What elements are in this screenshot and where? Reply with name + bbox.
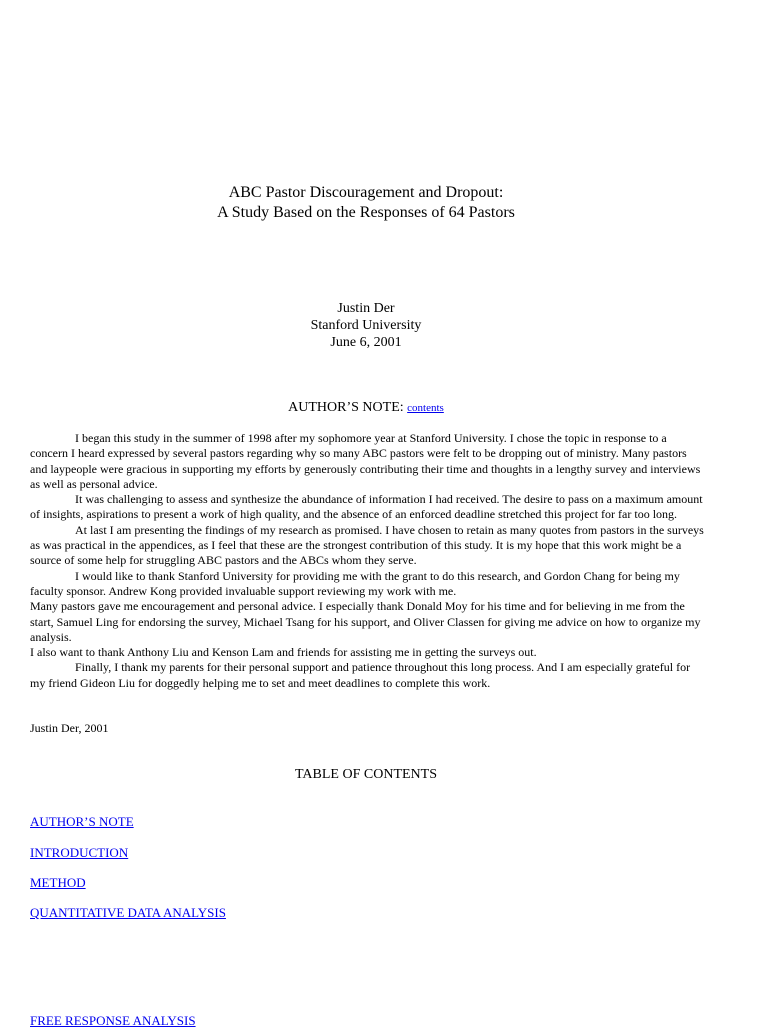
authors-note-heading [0,399,732,417]
toc-link-free-response-analysis[interactable]: FREE RESPONSE ANALYSIS [30,1013,196,1028]
note-paragraph: Finally, I thank my parents for their personal support and patience throughout this long process. And I am especially grateful for my friend Gideon Liu for doggedly helping me to set and meet deadlines to complete this work. [30,660,691,690]
note-paragraph: I began this study in the summer of 1998 after my sophomore year at Stanford University. I chose the topic in response to a concern I heard expressed by several pastors regarding why so many ABC pastors were felt to be dropping out of ministry. Many pastors and laypeople were gracious in supporting my efforts by generously contributing their time and thoughts in a lengthy survey and interviews as well as personal advice. [30,431,701,491]
note-paragraph: I would like to thank Stanford University for providing me with the grant to do this research, and Gordon Chang for being my faculty sponsor. Andrew Kong provided invaluable support reviewing my work with me. [30,568,680,598]
note-paragraph: At last I am presenting the findings of my research as promised. I have chosen to retain as many quotes from pastors in the surveys as was practical in the appendices, as I feel that these are the strongest contribution of this study. It is my hope that this work might be a source of some help for struggling ABC pastors and the ABCs whom they serve. [30,522,704,568]
document-date: June 6, 2001 [330,335,402,350]
author-affiliation: Stanford University [310,318,422,333]
document-title [0,183,732,223]
note-paragraph: I also want to thank Anthony Liu and Kenson Lam and friends for assisting me in getting the surveys out. [30,645,537,660]
title-line-1: ABC Pastor Discouragement and Dropout: [228,184,504,201]
contents-link[interactable]: contents [407,402,444,414]
authors-note-body [30,431,705,691]
toc-link-quantitative-data-analysis[interactable]: QUANTITATIVE DATA ANALYSIS [30,905,226,920]
toc-heading: TABLE OF CONTENTS [295,767,437,782]
author-name: Justin Der [337,301,395,316]
toc-link-method[interactable]: METHOD [30,875,86,890]
toc-link-authors-note[interactable]: AUTHOR’S NOTE [30,814,134,829]
note-paragraph: Many pastors gave me encouragement and personal advice. I especially thank Donald Moy for his time and for believing in me from the start, Samuel Ling for endorsing the survey, Michael Tsang for his support, and Oliver Classen for giving me advice on how to organize my analysis. [30,599,701,644]
authors-note-heading-label: AUTHOR’S NOTE: [288,400,404,415]
note-signoff: Justin Der, 2001 [30,721,109,735]
author-block [0,300,732,351]
note-paragraph: It was challenging to assess and synthesize the abundance of information I had received. The desire to pass on a maximum amount of insights, aspirations to present a work of high quality, and the absence of an enforced deadline stretched this project for far too long. [30,492,703,522]
toc-link-introduction[interactable]: INTRODUCTION [30,845,129,860]
title-line-2: A Study Based on the Responses of 64 Pastors [217,204,515,221]
